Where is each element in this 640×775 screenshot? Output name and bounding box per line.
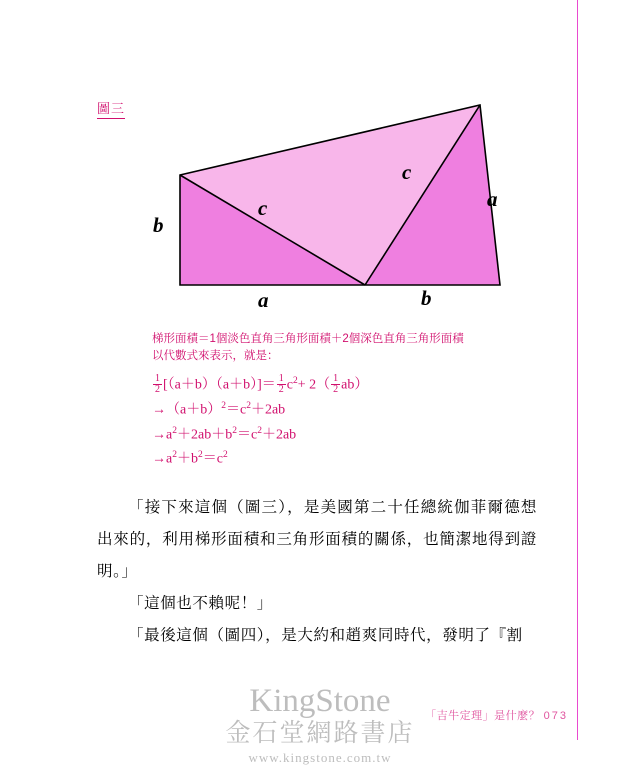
fraction-one-half-c: [331, 374, 340, 395]
fraction-one-half-b: [277, 374, 286, 395]
paragraph-2: 「這個也不賴呢！」: [128, 595, 273, 612]
fraction-one-half-a: [153, 374, 162, 395]
equation-1-prefix: [（a＋b）（a＋b）]＝: [163, 377, 276, 393]
footer-note-text: 「吉牛定理」是什麼？: [425, 710, 541, 722]
label-b-left: b: [153, 213, 164, 237]
equation-1-tail: + 2（: [297, 377, 331, 393]
brand-line-2: 金石堂網路書店: [225, 720, 415, 747]
equation-1: [152, 371, 552, 396]
equation-2: $\to(a+b)^2=c^2+2ab$: [152, 400, 286, 418]
equation-1-tail2: ab）: [341, 377, 369, 393]
watermark-brand: [0, 683, 640, 767]
equation-3: $\to a^2+2ab+b^2=c^2+2ab$: [152, 425, 297, 443]
figure-label: 圖三: [97, 98, 125, 119]
math-line-1: 梯形面積＝1個淡色直角三角形面積＋2個深色直角三角形面積: [152, 333, 464, 345]
label-c-upper: c: [402, 160, 412, 184]
brand-line-1: KingStone: [249, 683, 391, 719]
fraction-numerator: 1: [333, 372, 339, 384]
page-number: 073: [543, 710, 568, 722]
trapezoid-diagram: [120, 90, 540, 320]
label-a-bottom: a: [258, 288, 269, 312]
fraction-denominator: 2: [333, 383, 339, 395]
fraction-numerator: 1: [278, 372, 284, 384]
math-explanation: [152, 331, 552, 470]
paragraph-3: 「最後這個（圖四），是大約和趙爽同時代，發明了『割: [128, 627, 523, 644]
fraction-denominator: 2: [155, 383, 160, 395]
paragraph-1: 「接下來這個（圖三），是美國第二十任總統伽菲爾德想出來的，利用梯形面積和三角形面積的關係，也簡潔地得到證明。」: [97, 499, 537, 580]
fraction-denominator: 2: [278, 383, 284, 395]
math-line-2: 以代數式來表示，就是：: [152, 350, 279, 362]
body-text: [97, 492, 537, 652]
label-c-inner: c: [258, 196, 268, 220]
equation-1-c-exp: 2: [292, 376, 298, 386]
fraction-numerator: 1: [155, 372, 160, 384]
label-a-right: a: [487, 187, 498, 211]
equation-4: $\to a^2+b^2=c^2$: [152, 450, 228, 467]
label-b-bottom: b: [421, 286, 432, 310]
brand-line-3: www.kingstone.com.tw: [248, 750, 392, 765]
equation-1-c: c: [286, 377, 293, 393]
page-edge-rule: [577, 0, 578, 740]
geometry-figure: [120, 90, 540, 320]
